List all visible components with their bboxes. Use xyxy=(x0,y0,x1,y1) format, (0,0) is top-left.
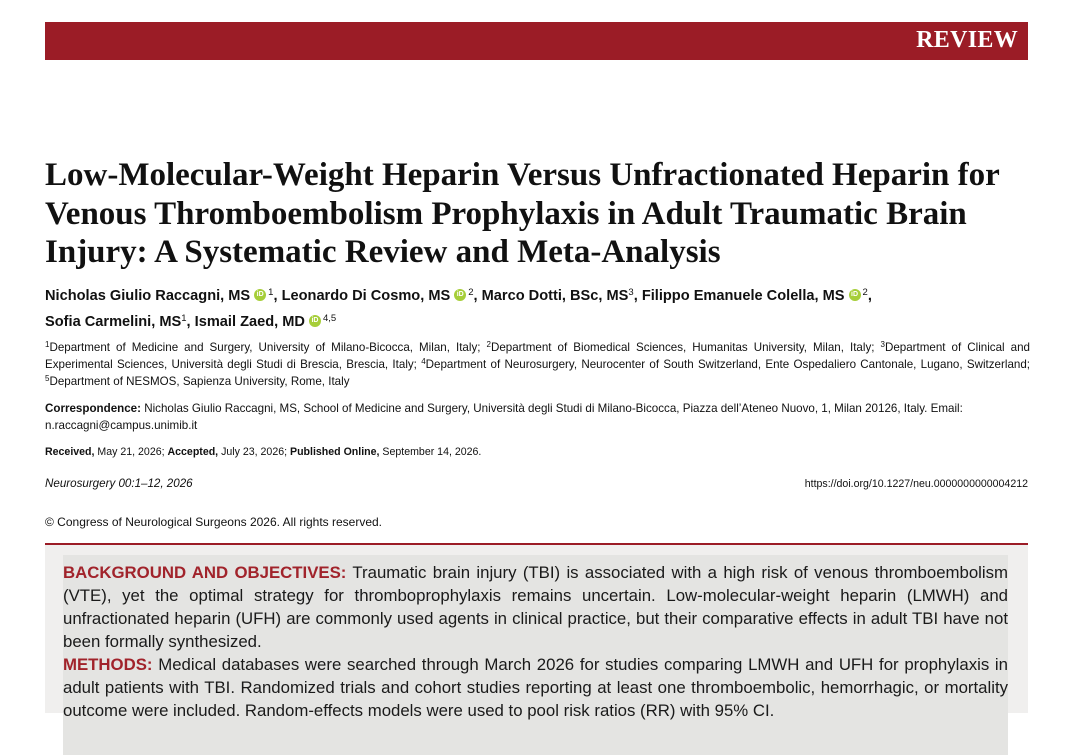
affiliation-number: 5 xyxy=(45,374,50,383)
affiliation-text: Department of Neurosurgery, Neurocenter of South Switzerland, Ente Ospedaliero Cantonale, Lugano, Switzerland; xyxy=(425,358,1031,371)
doi-link[interactable]: https://doi.org/10.1227/neu.0000000000004212 xyxy=(804,478,1028,490)
author-entry xyxy=(482,288,642,304)
orcid-icon[interactable]: iD xyxy=(849,289,861,301)
article-type-label: REVIEW xyxy=(916,27,1018,53)
affiliation-marker: 3 xyxy=(628,287,634,298)
affiliation-number: 1 xyxy=(45,340,50,349)
orcid-icon[interactable]: iD xyxy=(254,289,266,301)
methods-heading: METHODS: xyxy=(63,655,153,674)
published-label: Published Online, xyxy=(290,446,380,458)
author-name: Filippo Emanuele Colella, MS xyxy=(641,288,845,304)
orcid-icon[interactable]: iD xyxy=(309,315,321,327)
journal-reference: Neurosurgery 00:1–12, 2026 xyxy=(45,477,193,490)
affiliation-marker: 1 xyxy=(181,313,187,324)
author-separator: , xyxy=(273,288,282,304)
author-name: Nicholas Giulio Raccagni, MS xyxy=(45,288,251,304)
correspondence-text: Nicholas Giulio Raccagni, MS, School of Medicine and Surgery, Università degli Studi di Milano-Bicocca, Piazza dell’Ateneo Nuovo, 1, Milan 20126, Italy. Email: n.raccagni@campus.unimib.it xyxy=(45,402,963,432)
article-title: Low-Molecular-Weight Heparin Versus Unfractionated Heparin for Venous Thromboembolism Prophylaxis in Adult Traumatic Brain Injury: A Systematic Review and Meta-Analysis xyxy=(45,157,1000,270)
abstract-box xyxy=(45,543,1028,720)
affiliation-number: 2 xyxy=(486,340,491,349)
affiliation-marker: 2 xyxy=(862,287,868,298)
author-name: Marco Dotti, BSc, MS xyxy=(481,288,629,304)
received-label: Received, xyxy=(45,446,95,458)
author-name: Sofia Carmelini, MS xyxy=(45,314,182,330)
author-entry xyxy=(45,314,195,330)
affiliation-number: 4 xyxy=(421,357,426,366)
affiliation-marker: 2 xyxy=(468,287,474,298)
affiliation-text: Department of Medicine and Surgery, University of Milano-Bicocca, Milan, Italy; xyxy=(49,341,487,354)
author-entry xyxy=(642,288,872,304)
accepted-date: July 23, 2026; xyxy=(218,446,290,458)
author-separator: , xyxy=(186,314,195,330)
affiliations xyxy=(45,339,1030,390)
methods-text: Medical databases were searched through March 2026 for studies comparing LMWH and UFH for prophylaxis in adult patients with TBI. Randomized trials and cohort studies reporting at least one thromboembolic, hemorrhagic, or mortality outcome were included. Random-effects models were used to pool risk ratios (RR) with 95% CI. xyxy=(63,655,1008,720)
affiliation-marker: 4,5 xyxy=(322,313,337,324)
correspondence xyxy=(45,400,1030,434)
abstract-panel xyxy=(63,555,1008,755)
author-name: Leonardo Di Cosmo, MS xyxy=(281,288,451,304)
affiliation-text: Department of Biomedical Sciences, Humanitas University, Milan, Italy; xyxy=(490,341,881,354)
abstract-body xyxy=(63,555,1008,722)
article-type-banner xyxy=(45,22,1028,60)
author-separator: , xyxy=(867,288,872,304)
received-date: May 21, 2026; xyxy=(94,446,168,458)
affiliation-text: Department of NESMOS, Sapienza University, Rome, Italy xyxy=(49,375,350,388)
accepted-label: Accepted, xyxy=(167,446,219,458)
author-entry xyxy=(282,288,482,304)
copyright-notice: © Congress of Neurological Surgeons 2026. All rights reserved. xyxy=(45,515,383,529)
author-separator: , xyxy=(473,288,482,304)
article-dates xyxy=(45,446,481,458)
affiliation-number: 3 xyxy=(880,340,885,349)
published-date: September 14, 2026. xyxy=(379,446,482,458)
orcid-icon[interactable]: iD xyxy=(454,289,466,301)
background-text: Traumatic brain injury (TBI) is associated with a high risk of venous thromboembolism (VTE), yet the optimal strategy for thromboprophylaxis remains uncertain. Low-molecular-weight heparin (LMWH) and unfractionated heparin (UFH) are commonly used agents in clinical practice, but their comparative effects in adult TBI have not been formally synthesized. xyxy=(63,563,1008,651)
correspondence-label: Correspondence: xyxy=(45,402,141,415)
background-heading: BACKGROUND AND OBJECTIVES: xyxy=(63,563,347,582)
author-entry xyxy=(195,314,337,330)
affiliation-text: Department of Clinical and Experimental Sciences, Università degli Studi di Brescia, Brescia, Italy; xyxy=(45,341,1030,371)
author-list xyxy=(45,283,1030,335)
journal-info-row xyxy=(45,477,1028,493)
author-separator: , xyxy=(633,288,642,304)
author-name: Ismail Zaed, MD xyxy=(194,314,305,330)
affiliation-marker: 1 xyxy=(268,287,274,298)
author-entry xyxy=(45,288,282,304)
